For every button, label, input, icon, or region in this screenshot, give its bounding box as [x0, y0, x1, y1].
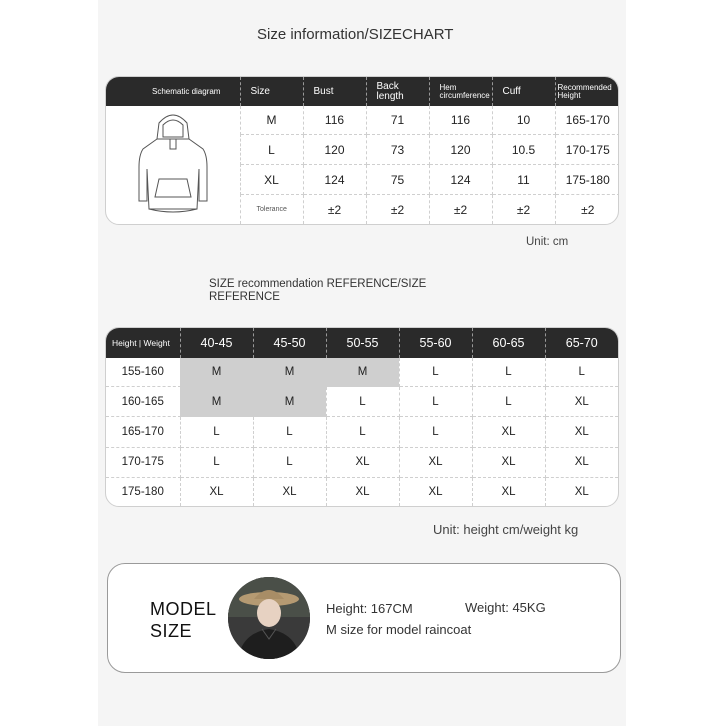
size-cell: L	[399, 387, 472, 417]
size-cell: M	[240, 106, 303, 135]
height-cell: 170-175	[106, 447, 180, 477]
size-chart-header-row	[106, 77, 619, 106]
model-avatar-graphic	[228, 577, 310, 659]
size-cell: M	[253, 387, 326, 417]
table-row	[106, 477, 618, 506]
size-cell: XL	[326, 447, 399, 477]
height-weight-header: Height | Weight	[106, 328, 180, 358]
tolerance-cell: ±2	[492, 195, 555, 224]
size-cell: L	[180, 417, 253, 447]
size-cell: L	[180, 447, 253, 477]
tolerance-cell: ±2	[581, 202, 595, 217]
back-length-cell: 73	[366, 135, 429, 165]
tolerance-cell: ±2	[303, 195, 366, 224]
model-photo	[228, 577, 310, 659]
size-cell: L	[545, 358, 618, 387]
hem-cell: 124	[429, 165, 492, 195]
size-cell: L	[253, 447, 326, 477]
size-cell: XL	[240, 165, 303, 195]
size-cell: XL	[253, 477, 326, 506]
size-cell: L	[472, 358, 545, 387]
recommendation-header-row	[106, 328, 618, 358]
size-cell: L	[472, 387, 545, 417]
bust-cell: 116	[303, 106, 366, 135]
size-cell: L	[253, 417, 326, 447]
height-cell: 175-180	[106, 477, 180, 506]
tolerance-cell: ±2	[366, 195, 429, 224]
col-header-cuff: Cuff	[492, 77, 555, 106]
tolerance-label: Tolerance	[240, 195, 303, 224]
size-cell: M	[180, 387, 253, 417]
tolerance-cell: ±2	[429, 195, 492, 224]
height-cell: 155-160	[106, 358, 180, 387]
size-cell: XL	[545, 387, 618, 417]
size-cell: XL	[399, 477, 472, 506]
cuff-cell: 11	[492, 165, 555, 195]
size-cell: M	[253, 358, 326, 387]
size-cell: XL	[399, 447, 472, 477]
weight-header: 55-60	[399, 328, 472, 358]
size-cell: L	[326, 417, 399, 447]
back-length-cell: 75	[366, 165, 429, 195]
hem-cell: 120	[429, 135, 492, 165]
height-cell: 165-170	[106, 417, 180, 447]
size-cell: XL	[545, 447, 618, 477]
size-cell: XL	[326, 477, 399, 506]
size-cell: XL	[180, 477, 253, 506]
hem-cell: 116	[429, 106, 492, 135]
size-cell: XL	[545, 417, 618, 447]
size-chart-table	[105, 76, 619, 225]
size-cell: L	[399, 417, 472, 447]
model-weight: Weight: 45KG	[465, 600, 546, 615]
table-row	[106, 447, 618, 477]
size-cell: M	[180, 358, 253, 387]
col-header-size: Size	[240, 77, 303, 106]
col-header-schematic: Schematic diagram	[106, 77, 240, 106]
height-cell: 165-170	[555, 106, 619, 135]
col-header-bust: Bust	[303, 77, 366, 106]
size-cell: XL	[472, 477, 545, 506]
cuff-cell: 10.5	[492, 135, 555, 165]
size-cell: XL	[472, 447, 545, 477]
model-note: M size for model raincoat	[326, 622, 472, 637]
col-header-recommended-height: Recommended Height	[555, 77, 619, 106]
schematic-cell	[106, 106, 240, 224]
size-cell: XL	[472, 417, 545, 447]
col-header-hem: Hem circumference	[429, 77, 492, 106]
size-cell: L	[326, 387, 399, 417]
weight-header: 40-45	[180, 328, 253, 358]
height-cell: 175-180	[555, 165, 619, 195]
height-cell: 160-165	[106, 387, 180, 417]
size-cell: M	[326, 358, 399, 387]
recommendation-table	[105, 327, 619, 507]
bust-cell: 124	[303, 165, 366, 195]
size-chart-unit: Unit: cm	[526, 236, 569, 248]
cuff-cell: 10	[492, 106, 555, 135]
table-row	[106, 106, 619, 135]
size-chart-title: Size information/SIZECHART	[257, 26, 454, 43]
model-size-label: MODEL SIZE	[150, 599, 216, 641]
weight-header: 50-55	[326, 328, 399, 358]
back-length-cell: 71	[366, 106, 429, 135]
weight-header: 60-65	[472, 328, 545, 358]
table-row	[106, 387, 618, 417]
model-height: Height: 167CM	[326, 601, 413, 616]
table-row	[106, 358, 618, 387]
recommendation-unit: Unit: height cm/weight kg	[433, 522, 579, 537]
hoodie-schematic-icon	[133, 109, 213, 219]
model-card	[107, 563, 621, 673]
size-cell: L	[399, 358, 472, 387]
col-header-back-length: Back length	[366, 77, 429, 106]
recommendation-title: SIZE recommendation REFERENCE/SIZE REFERENCE	[209, 278, 427, 303]
weight-header: 45-50	[253, 328, 326, 358]
height-cell: 170-175	[555, 135, 619, 165]
size-cell: XL	[574, 485, 589, 498]
size-cell: L	[240, 135, 303, 165]
bust-cell: 120	[303, 135, 366, 165]
table-row	[106, 417, 618, 447]
weight-header: 65-70	[545, 328, 618, 358]
